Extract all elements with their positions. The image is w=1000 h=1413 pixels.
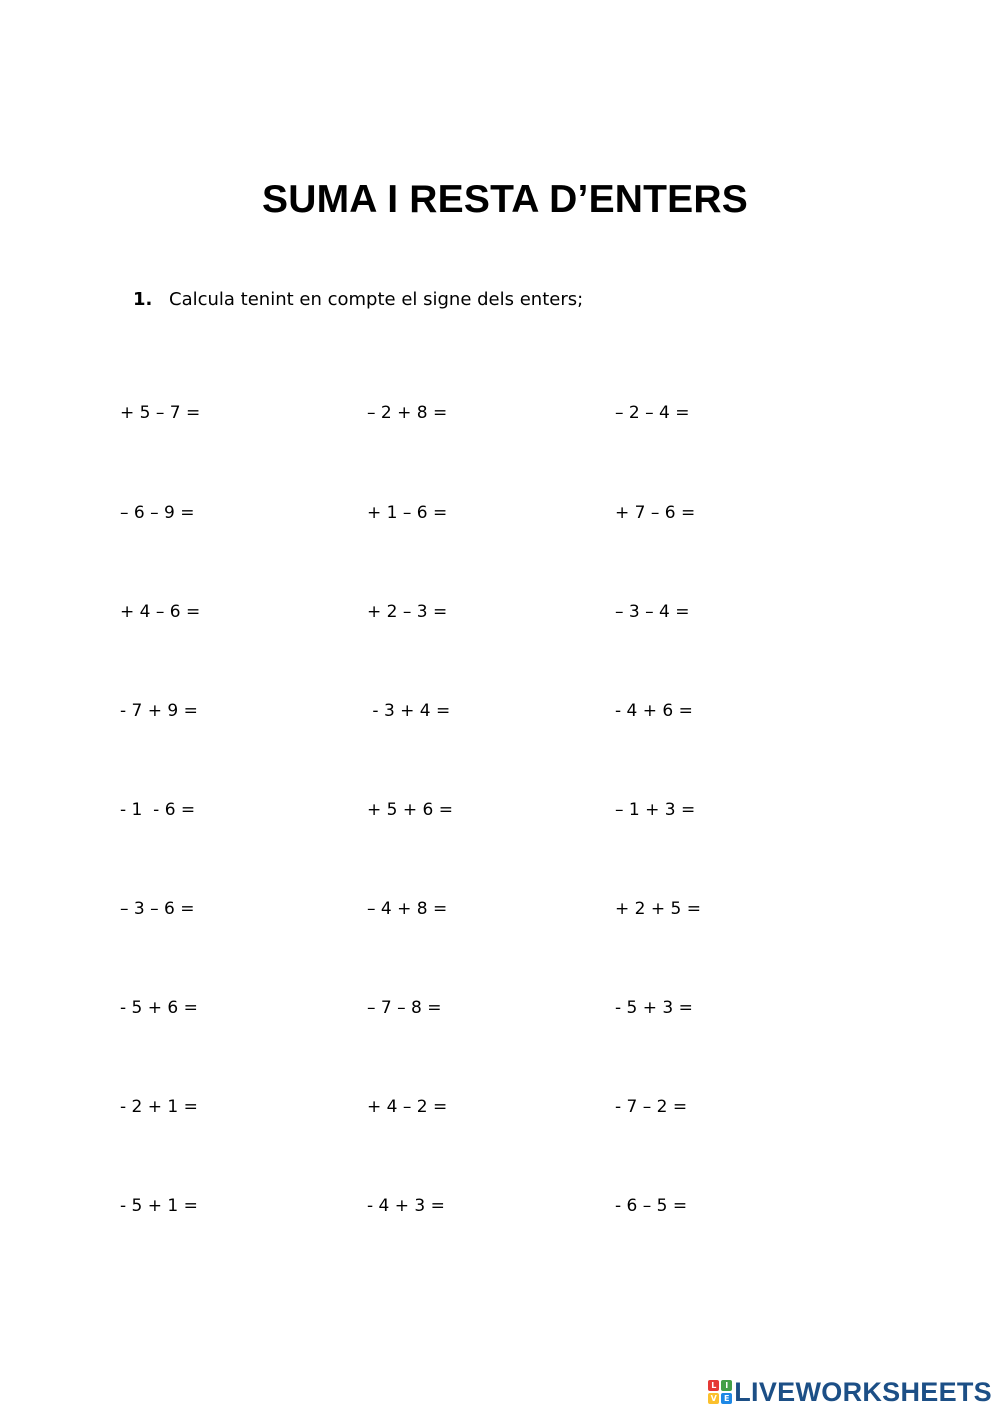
- exercise[interactable]: - 5 + 3 =: [615, 998, 693, 1018]
- exercise[interactable]: + 4 – 6 =: [120, 602, 201, 622]
- exercise[interactable]: + 7 – 6 =: [615, 503, 696, 523]
- exercise[interactable]: – 2 – 4 =: [615, 403, 690, 423]
- liveworksheets-logo[interactable]: [708, 1377, 992, 1407]
- exercise[interactable]: + 5 + 6 =: [367, 800, 453, 820]
- exercise[interactable]: - 2 + 1 =: [120, 1097, 198, 1117]
- logo-block-i: I: [721, 1380, 732, 1391]
- logo-blocks-icon: [708, 1380, 732, 1404]
- exercise[interactable]: - 5 + 1 =: [120, 1196, 198, 1216]
- exercise[interactable]: - 4 + 6 =: [615, 701, 693, 721]
- exercise[interactable]: - 4 + 3 =: [367, 1196, 445, 1216]
- page-title: SUMA I RESTA D’ENTERS: [262, 178, 748, 221]
- exercise[interactable]: - 5 + 6 =: [120, 998, 198, 1018]
- exercise[interactable]: - 7 – 2 =: [615, 1097, 688, 1117]
- logo-block-e: E: [721, 1393, 732, 1404]
- exercise[interactable]: - 3 + 4 =: [367, 701, 451, 721]
- instruction-number: 1.: [133, 289, 153, 310]
- exercise[interactable]: – 7 – 8 =: [367, 998, 442, 1018]
- exercise[interactable]: + 4 – 2 =: [367, 1097, 448, 1117]
- exercise[interactable]: - 6 – 5 =: [615, 1196, 688, 1216]
- logo-block-l: L: [708, 1380, 719, 1391]
- exercise[interactable]: – 6 – 9 =: [120, 503, 195, 523]
- exercise[interactable]: - 1 - 6 =: [120, 800, 196, 820]
- exercise[interactable]: + 2 – 3 =: [367, 602, 448, 622]
- exercise[interactable]: + 1 – 6 =: [367, 503, 448, 523]
- exercise[interactable]: – 1 + 3 =: [615, 800, 696, 820]
- exercise[interactable]: – 3 – 6 =: [120, 899, 195, 919]
- exercise[interactable]: – 4 + 8 =: [367, 899, 448, 919]
- logo-text: LIVEWORKSHEETS: [734, 1376, 992, 1407]
- exercise[interactable]: - 7 + 9 =: [120, 701, 198, 721]
- exercise[interactable]: – 3 – 4 =: [615, 602, 690, 622]
- instruction-text: Calcula tenint en compte el signe dels enters;: [169, 289, 584, 310]
- exercise[interactable]: – 2 + 8 =: [367, 403, 448, 423]
- logo-block-v: V: [708, 1393, 719, 1404]
- exercise[interactable]: + 2 + 5 =: [615, 899, 701, 919]
- exercise[interactable]: + 5 – 7 =: [120, 403, 201, 423]
